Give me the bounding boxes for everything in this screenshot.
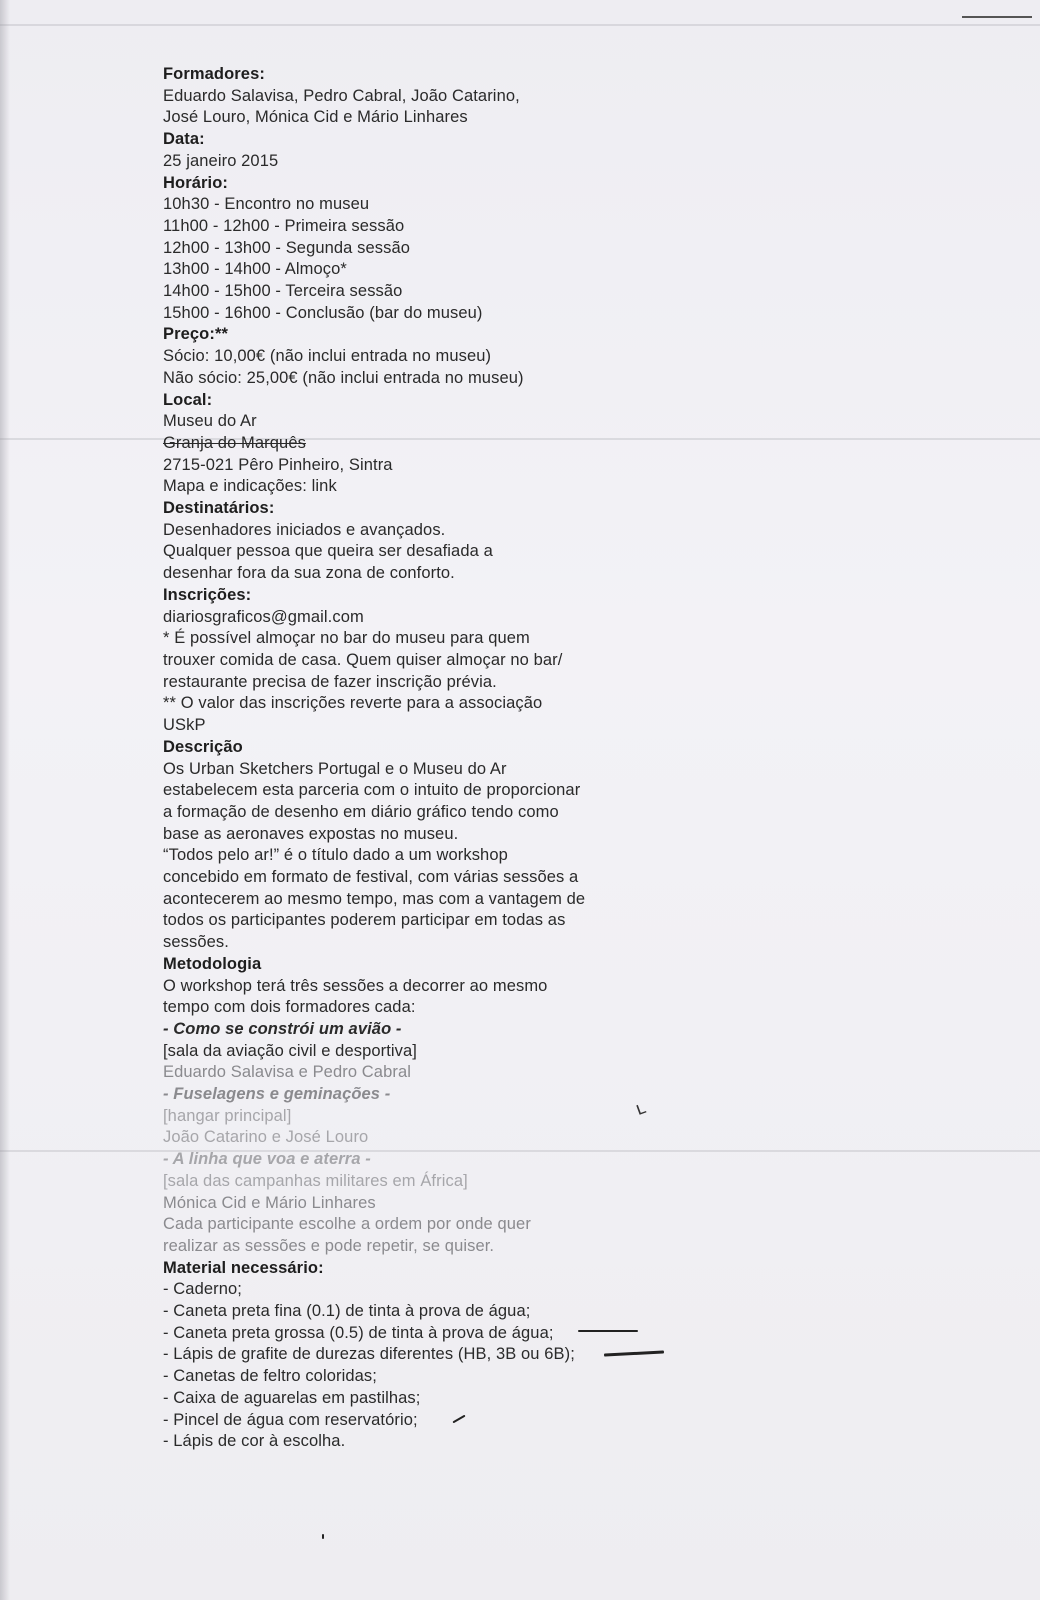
inscricoes-line: trouxer comida de casa. Quem quiser almoçar no bar/: [163, 650, 563, 669]
destinatarios-line: Qualquer pessoa que queira ser desafiada a: [163, 542, 493, 561]
descricao-line: acontecerem ao mesmo tempo, mas com a vantagem de: [163, 889, 586, 908]
material-item: - Canetas de feltro coloridas;: [163, 1367, 377, 1386]
preco-line: Não sócio: 25,00€ (não inclui entrada no museu): [163, 368, 524, 387]
material-item: - Caneta preta grossa (0.5) de tinta à prova de água;: [163, 1323, 554, 1342]
local-line: 2715-021 Pêro Pinheiro, Sintra: [163, 455, 393, 474]
local-line: Granja do Marquês: [163, 433, 306, 452]
descricao-line: a formação de desenho em diário gráfico tendo como: [163, 802, 559, 821]
email-address: diariosgraficos@gmail.com: [163, 607, 364, 626]
session-trainers: Eduardo Salavisa e Pedro Cabral: [163, 1063, 411, 1082]
inscricoes-heading: Inscrições:: [163, 585, 252, 604]
horario-line: 15h00 - 16h00 - Conclusão (bar do museu): [163, 303, 483, 322]
session-trainers: João Catarino e José Louro: [163, 1128, 369, 1147]
session-title: - A linha que voa e aterra -: [163, 1150, 371, 1169]
horario-heading: Horário:: [163, 173, 228, 192]
inscricoes-line: ** O valor das inscrições reverte para a associação: [163, 694, 543, 713]
session-room: [sala da aviação civil e desportiva]: [163, 1041, 417, 1060]
inscricoes-line: USkP: [163, 716, 206, 735]
local-heading: Local:: [163, 390, 213, 409]
horario-line: 13h00 - 14h00 - Almoço*: [163, 260, 347, 279]
horario-line: 10h30 - Encontro no museu: [163, 195, 370, 214]
metodologia-outro: Cada participante escolhe a ordem por onde quer: [163, 1215, 531, 1234]
document-body: [163, 64, 723, 1453]
session-trainers: Mónica Cid e Mário Linhares: [163, 1193, 376, 1212]
destinatarios-line: desenhar fora da sua zona de conforto.: [163, 564, 455, 583]
material-item: - Caneta preta fina (0.1) de tinta à prova de água;: [163, 1302, 531, 1321]
metodologia-intro: O workshop terá três sessões a decorrer ao mesmo: [163, 976, 548, 995]
data-line: 25 janeiro 2015: [163, 151, 279, 170]
material-item: - Pincel de água com reservatório;: [163, 1410, 418, 1429]
session-room: [sala das campanhas militares em África]: [163, 1171, 468, 1190]
session-title: - Como se constrói um avião -: [163, 1019, 402, 1038]
material-item: - Caixa de aguarelas em pastilhas;: [163, 1388, 421, 1407]
handwritten-underline: [578, 1330, 638, 1332]
paper-crease: [0, 24, 1040, 26]
map-link: Mapa e indicações: link: [163, 477, 337, 496]
metodologia-outro: realizar as sessões e pode repetir, se quiser.: [163, 1236, 495, 1255]
formadores-line: José Louro, Mónica Cid e Mário Linhares: [163, 108, 468, 127]
descricao-line: Os Urban Sketchers Portugal e o Museu do Ar: [163, 759, 507, 778]
descricao-line: concebido em formato de festival, com várias sessões a: [163, 868, 579, 887]
descricao-line: sessões.: [163, 933, 229, 952]
descricao-line: base as aeronaves expostas no museu.: [163, 824, 459, 843]
descricao-heading: Descrição: [163, 737, 243, 756]
local-line: Museu do Ar: [163, 412, 257, 431]
material-heading: Material necessário:: [163, 1258, 324, 1277]
descricao-line: “Todos pelo ar!” é o título dado a um workshop: [163, 846, 508, 865]
horario-line: 14h00 - 15h00 - Terceira sessão: [163, 282, 403, 301]
material-item: - Lápis de cor à escolha.: [163, 1432, 346, 1451]
inscricoes-line: * É possível almoçar no bar do museu para quem: [163, 629, 530, 648]
pen-mark: [962, 16, 1032, 18]
horario-line: 12h00 - 13h00 - Segunda sessão: [163, 238, 411, 257]
horario-line: 11h00 - 12h00 - Primeira sessão: [163, 216, 405, 235]
ink-dot: [322, 1534, 324, 1539]
material-item: - Lápis de grafite de durezas diferentes (HB, 3B ou 6B);: [163, 1345, 575, 1364]
preco-heading: Preço:**: [163, 325, 228, 344]
handwritten-check-mark: ʟ: [632, 1097, 649, 1120]
preco-line: Sócio: 10,00€ (não inclui entrada no museu): [163, 347, 492, 366]
destinatarios-heading: Destinatários:: [163, 499, 275, 518]
metodologia-intro: tempo com dois formadores cada:: [163, 998, 416, 1017]
data-heading: Data:: [163, 130, 205, 149]
session-room: [hangar principal]: [163, 1106, 292, 1125]
destinatarios-line: Desenhadores iniciados e avançados.: [163, 520, 446, 539]
descricao-line: todos os participantes poderem participar em todas as: [163, 911, 566, 930]
session-title: - Fuselagens e geminações -: [163, 1085, 391, 1104]
inscricoes-line: restaurante precisa de fazer inscrição prévia.: [163, 672, 497, 691]
formadores-heading: Formadores:: [163, 65, 265, 83]
material-item: - Caderno;: [163, 1280, 242, 1299]
formadores-line: Eduardo Salavisa, Pedro Cabral, João Catarino,: [163, 86, 520, 105]
descricao-line: estabelecem esta parceria com o intuito de proporcionar: [163, 781, 581, 800]
metodologia-heading: Metodologia: [163, 954, 262, 973]
